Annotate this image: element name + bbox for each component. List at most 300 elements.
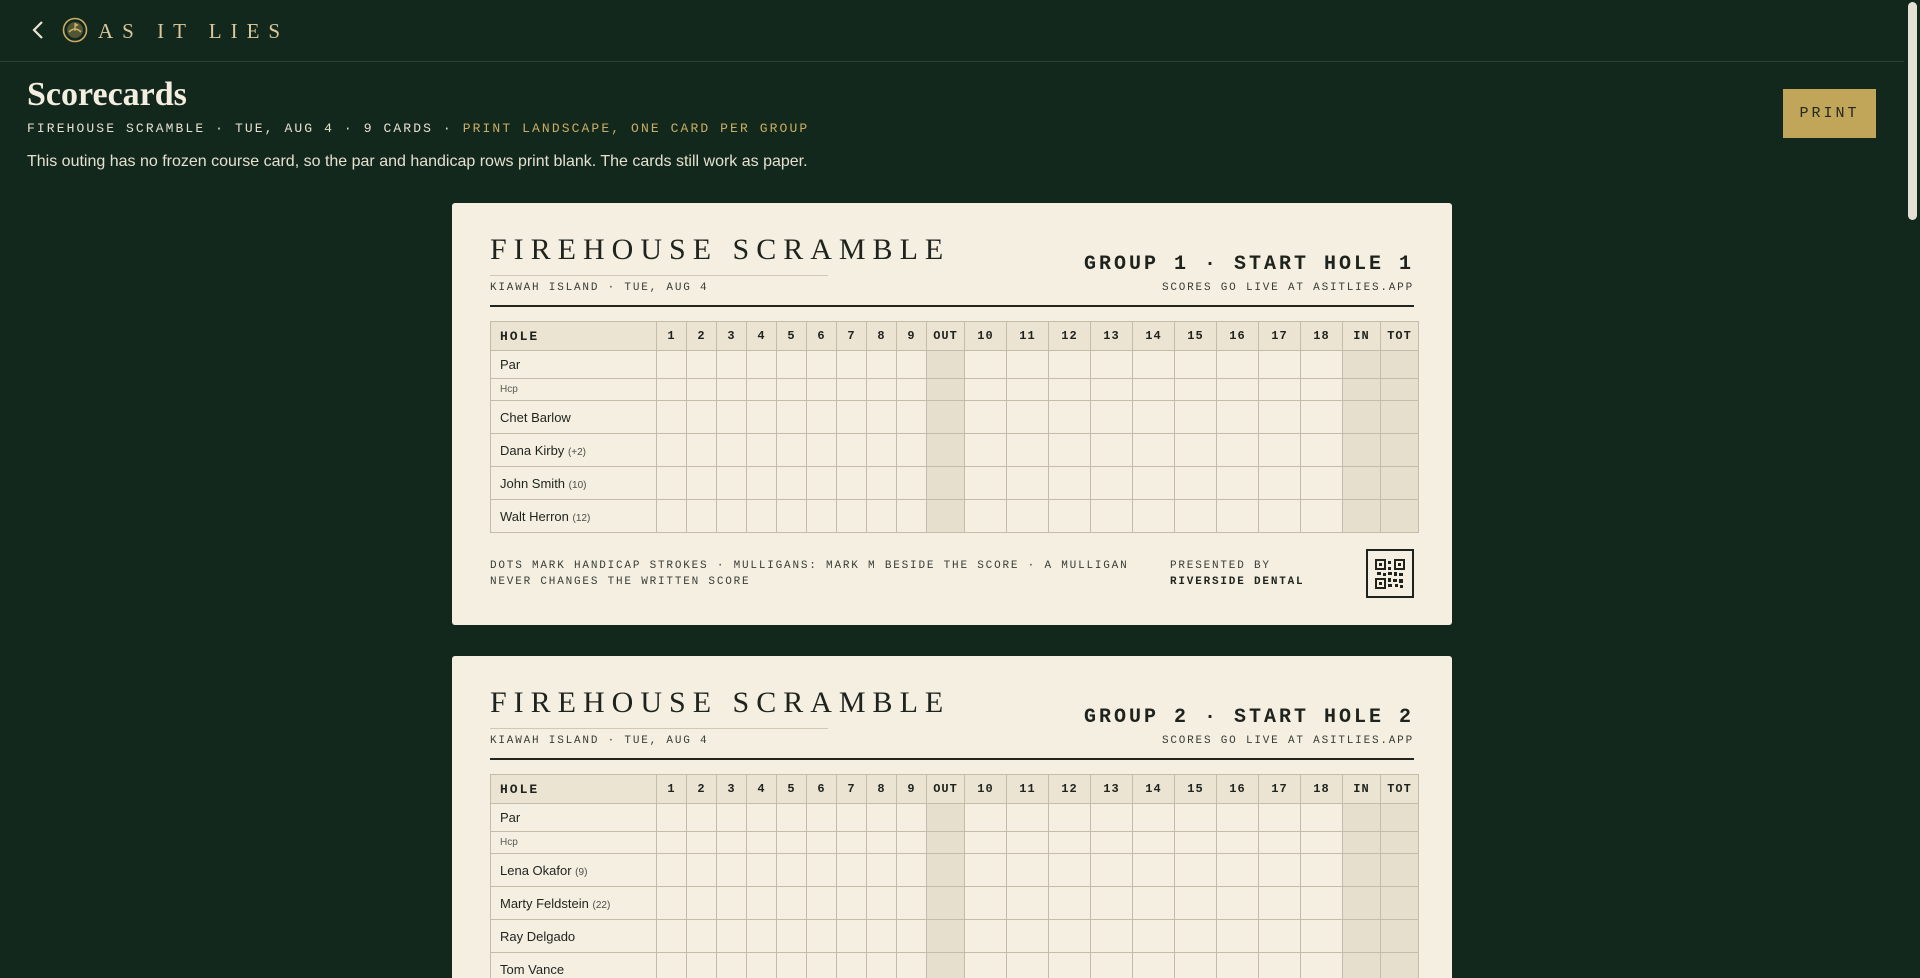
hole-number: 12 [1049,775,1091,804]
card-course-date: KIAWAH ISLAND · TUE, AUG 4 [490,282,709,294]
score-cell [717,920,747,953]
score-cell [1301,920,1343,953]
score-cell [747,887,777,920]
score-cell [777,500,807,533]
score-cell [1301,854,1343,887]
subtitle-separator: · [442,121,453,136]
score-cell [1259,920,1301,953]
score-cell [897,434,927,467]
score-cell [837,434,867,467]
hole-number: 18 [1301,322,1343,351]
scorecard-group-2 [452,656,1452,978]
score-cell [1301,887,1343,920]
hole-number: 8 [867,775,897,804]
score-cell [1175,351,1217,379]
score-cell [687,953,717,978]
hole-number: 13 [1091,775,1133,804]
event-name-rule [490,728,828,729]
score-cell [1133,434,1175,467]
score-cell [1175,953,1217,978]
score-cell [897,920,927,953]
subtitle-date: TUE, AUG 4 [234,121,334,136]
hole-number: 1 [657,322,687,351]
score-cell [867,887,897,920]
score-cell [927,804,965,832]
score-cell [1007,920,1049,953]
score-cell [777,379,807,401]
hole-number: 11 [1007,775,1049,804]
score-cell [1049,467,1091,500]
card-header-rule [490,305,1414,307]
card-group-title: GROUP 1 · START HOLE 1 [1083,253,1414,276]
score-cell [1175,920,1217,953]
player-row-label: Tom Vance [500,961,565,977]
score-cell [1343,854,1381,887]
hole-label: HOLE [491,322,657,351]
score-cell [867,920,897,953]
score-cell [1381,434,1419,467]
score-cell [657,804,687,832]
hole-number: 14 [1133,775,1175,804]
hole-number: 11 [1007,322,1049,351]
hole-number: 6 [807,775,837,804]
score-cell [717,832,747,854]
hcp-row [491,379,1419,401]
player-handicap: (9) [575,866,588,878]
score-cell [867,854,897,887]
score-cell [927,379,965,401]
hole-number: 15 [1175,322,1217,351]
score-cell [837,379,867,401]
score-cell [657,434,687,467]
score-cell [1175,854,1217,887]
score-cell [965,500,1007,533]
page-scrollbar[interactable] [1904,0,1920,978]
score-cell [747,804,777,832]
score-cell [1217,401,1259,434]
score-cell [717,434,747,467]
hole-number: 5 [777,775,807,804]
hole-number: 9 [897,775,927,804]
score-cell [1091,887,1133,920]
score-cell [1007,434,1049,467]
score-cell [807,804,837,832]
score-cell [1133,500,1175,533]
score-cell [1049,887,1091,920]
score-cell [927,854,965,887]
hole-number: TOT [1381,775,1419,804]
score-cell [687,379,717,401]
score-cell [927,920,965,953]
score-cell [1091,467,1133,500]
player-row [491,920,1419,953]
score-cell [1301,467,1343,500]
score-cell [687,401,717,434]
score-cell [657,832,687,854]
score-cell [1343,500,1381,533]
score-cell [807,887,837,920]
score-cell [867,434,897,467]
score-cell [965,401,1007,434]
score-cell [1343,920,1381,953]
score-cell [1007,887,1049,920]
score-cell [777,920,807,953]
qr-code [1366,549,1414,598]
score-cell [747,920,777,953]
score-cell [717,500,747,533]
score-cell [1259,351,1301,379]
hole-number: IN [1343,322,1381,351]
score-cell [1217,854,1259,887]
hole-header-row [491,322,1419,351]
score-cell [897,854,927,887]
score-cell [837,401,867,434]
score-cell [1217,351,1259,379]
player-handicap: (10) [568,479,587,491]
score-cell [1301,434,1343,467]
score-cell [897,401,927,434]
card-group-title: GROUP 2 · START HOLE 2 [1083,706,1414,729]
score-cell [837,953,867,978]
sponsor-credit [1170,558,1340,590]
score-cell [1175,467,1217,500]
hole-number: 6 [807,322,837,351]
score-cell [837,832,867,854]
hole-number: 7 [837,775,867,804]
score-cell [717,351,747,379]
hole-header-row [491,775,1419,804]
score-cell [897,379,927,401]
score-cell [965,953,1007,978]
score-cell [837,920,867,953]
brand-name: AS IT LIES [98,19,290,43]
score-cell [927,467,965,500]
player-row-label: John Smith [500,475,566,491]
score-cell [1381,401,1419,434]
score-cell [807,500,837,533]
score-cell [777,434,807,467]
score-cell [687,467,717,500]
player-row-label: Lena Okafor [500,862,572,878]
presented-by-label: PRESENTED BY [1170,560,1271,572]
score-cell [717,804,747,832]
score-cell [1133,379,1175,401]
score-cell [1049,832,1091,854]
score-cell [777,887,807,920]
score-cell [1343,953,1381,978]
score-cell [807,832,837,854]
score-cell [1259,887,1301,920]
hole-number: 10 [965,322,1007,351]
score-cell [837,887,867,920]
hole-number: TOT [1381,322,1419,351]
score-cell [747,401,777,434]
score-cell [747,500,777,533]
score-cell [1091,920,1133,953]
score-cell [1175,379,1217,401]
scorecard-table [490,321,1419,533]
score-cell [867,953,897,978]
golf-logo-icon [62,17,88,43]
score-cell [897,804,927,832]
hole-number: 1 [657,775,687,804]
hole-number: 2 [687,775,717,804]
hole-number: 18 [1301,775,1343,804]
score-cell [1049,920,1091,953]
score-cell [897,500,927,533]
score-cell [1091,500,1133,533]
score-cell [777,351,807,379]
score-cell [687,854,717,887]
score-cell [1381,953,1419,978]
score-cell [657,467,687,500]
score-cell [1381,920,1419,953]
player-row [491,467,1419,500]
score-cell [1091,434,1133,467]
score-cell [1133,854,1175,887]
score-cell [897,953,927,978]
player-row [491,887,1419,920]
score-cell [1133,920,1175,953]
score-cell [1133,351,1175,379]
player-row [491,953,1419,978]
score-cell [837,854,867,887]
score-cell [1381,804,1419,832]
score-cell [717,401,747,434]
hole-number: 13 [1091,322,1133,351]
score-cell [1259,434,1301,467]
score-cell [657,401,687,434]
score-cell [837,351,867,379]
back-button[interactable] [24,14,52,46]
card-course-date: KIAWAH ISLAND · TUE, AUG 4 [490,735,709,747]
hcp-row-label: Hcp [500,837,518,848]
hole-number: 5 [777,322,807,351]
score-cell [1007,351,1049,379]
score-cell [807,953,837,978]
hcp-row-label: Hcp [500,384,518,395]
score-cell [1091,351,1133,379]
score-cell [657,500,687,533]
score-cell [1301,953,1343,978]
score-cell [687,500,717,533]
score-cell [1175,401,1217,434]
score-cell [867,401,897,434]
score-cell [657,887,687,920]
score-cell [1007,832,1049,854]
score-cell [867,351,897,379]
score-cell [1259,953,1301,978]
score-cell [965,920,1007,953]
score-cell [777,832,807,854]
hole-number: IN [1343,775,1381,804]
score-cell [1217,920,1259,953]
score-cell [747,434,777,467]
score-cell [807,467,837,500]
score-cell [807,379,837,401]
score-cell [1301,401,1343,434]
score-cell [927,887,965,920]
score-cell [807,854,837,887]
score-cell [777,467,807,500]
hole-number: 15 [1175,775,1217,804]
event-name-rule [490,275,828,276]
score-cell [1091,804,1133,832]
score-cell [717,887,747,920]
score-cell [867,832,897,854]
score-cell [927,953,965,978]
score-cell [747,953,777,978]
score-cell [1217,953,1259,978]
par-row-label: Par [500,357,521,372]
score-cell [837,804,867,832]
hole-number: 8 [867,322,897,351]
score-cell [657,920,687,953]
score-cell [747,832,777,854]
score-cell [687,920,717,953]
par-row [491,351,1419,379]
score-cell [1259,467,1301,500]
score-cell [1007,500,1049,533]
score-cell [1343,401,1381,434]
hole-number: 16 [1217,322,1259,351]
score-cell [807,920,837,953]
print-button[interactable]: PRINT [1783,89,1876,138]
score-cell [867,500,897,533]
score-cell [1007,467,1049,500]
score-cell [927,434,965,467]
top-bar [0,0,1904,62]
score-cell [1175,434,1217,467]
score-cell [965,351,1007,379]
hole-number: 10 [965,775,1007,804]
card-footnote: DOTS MARK HANDICAP STROKES · MULLIGANS: MARK M BESIDE THE SCORE · A MULLIGAN NEVER CHANGES THE WRITTEN SCORE [490,560,1129,588]
score-cell [1133,401,1175,434]
score-cell [717,379,747,401]
score-cell [807,401,837,434]
player-handicap: (+2) [567,446,586,458]
score-cell [1133,832,1175,854]
score-cell [1091,832,1133,854]
hole-number: 14 [1133,322,1175,351]
score-cell [1049,379,1091,401]
score-cell [687,832,717,854]
score-cell [867,804,897,832]
score-cell [897,351,927,379]
card-scores-live: SCORES GO LIVE AT ASITLIES.APP [1161,282,1414,294]
score-cell [717,467,747,500]
score-cell [1301,379,1343,401]
scorecard-table [490,774,1419,978]
score-cell [965,854,1007,887]
hole-number: 17 [1259,775,1301,804]
card-header-rule [490,758,1414,760]
score-cell [1175,804,1217,832]
score-cell [657,854,687,887]
score-cell [747,379,777,401]
subtitle-card-count: 9 CARDS [363,121,433,136]
score-cell [1049,401,1091,434]
score-cell [867,379,897,401]
subtitle-separator: · [215,121,226,136]
player-row-label: Ray Delgado [500,928,576,944]
score-cell [1343,804,1381,832]
score-cell [1259,500,1301,533]
score-cell [897,832,927,854]
score-cell [927,832,965,854]
score-cell [965,887,1007,920]
score-cell [1007,379,1049,401]
score-cell [1343,887,1381,920]
subtitle-event: FIREHOUSE SCRAMBLE [27,121,206,136]
player-handicap: (22) [592,899,611,911]
player-row-label: Dana Kirby [500,442,565,458]
score-cell [777,401,807,434]
hole-number: 4 [747,775,777,804]
score-cell [1007,401,1049,434]
score-cell [1175,832,1217,854]
score-cell [1133,887,1175,920]
score-cell [1381,887,1419,920]
hole-number: 4 [747,322,777,351]
score-cell [747,854,777,887]
player-row [491,500,1419,533]
score-cell [1381,832,1419,854]
score-cell [897,467,927,500]
hole-number: OUT [927,775,965,804]
score-cell [1343,467,1381,500]
score-cell [867,467,897,500]
score-cell [927,351,965,379]
score-cell [1343,832,1381,854]
score-cell [1381,351,1419,379]
hole-number: 3 [717,322,747,351]
score-cell [1381,379,1419,401]
page-title: Scorecards [27,76,187,113]
card-event-name: FIREHOUSE SCRAMBLE [490,233,951,266]
score-cell [1381,467,1419,500]
score-cell [965,467,1007,500]
score-cell [1217,467,1259,500]
sponsor-name: RIVERSIDE DENTAL [1170,576,1305,588]
score-cell [687,351,717,379]
subtitle-separator: · [343,121,354,136]
score-cell [807,351,837,379]
chevron-left-icon [31,20,45,40]
score-cell [657,379,687,401]
player-row [491,854,1419,887]
score-cell [1301,500,1343,533]
score-cell [1049,953,1091,978]
score-cell [1091,854,1133,887]
scorecard-group-1 [452,203,1452,625]
score-cell [657,351,687,379]
score-cell [1259,804,1301,832]
score-cell [747,351,777,379]
hole-number: 7 [837,322,867,351]
score-cell [1049,804,1091,832]
score-cell [1381,500,1419,533]
score-cell [1049,854,1091,887]
card-event-name: FIREHOUSE SCRAMBLE [490,686,951,719]
scrollbar-thumb[interactable] [1908,2,1917,220]
hole-number: 16 [1217,775,1259,804]
player-handicap: (12) [572,512,591,524]
score-cell [1049,500,1091,533]
hole-number: OUT [927,322,965,351]
score-cell [965,379,1007,401]
hole-label: HOLE [491,775,657,804]
